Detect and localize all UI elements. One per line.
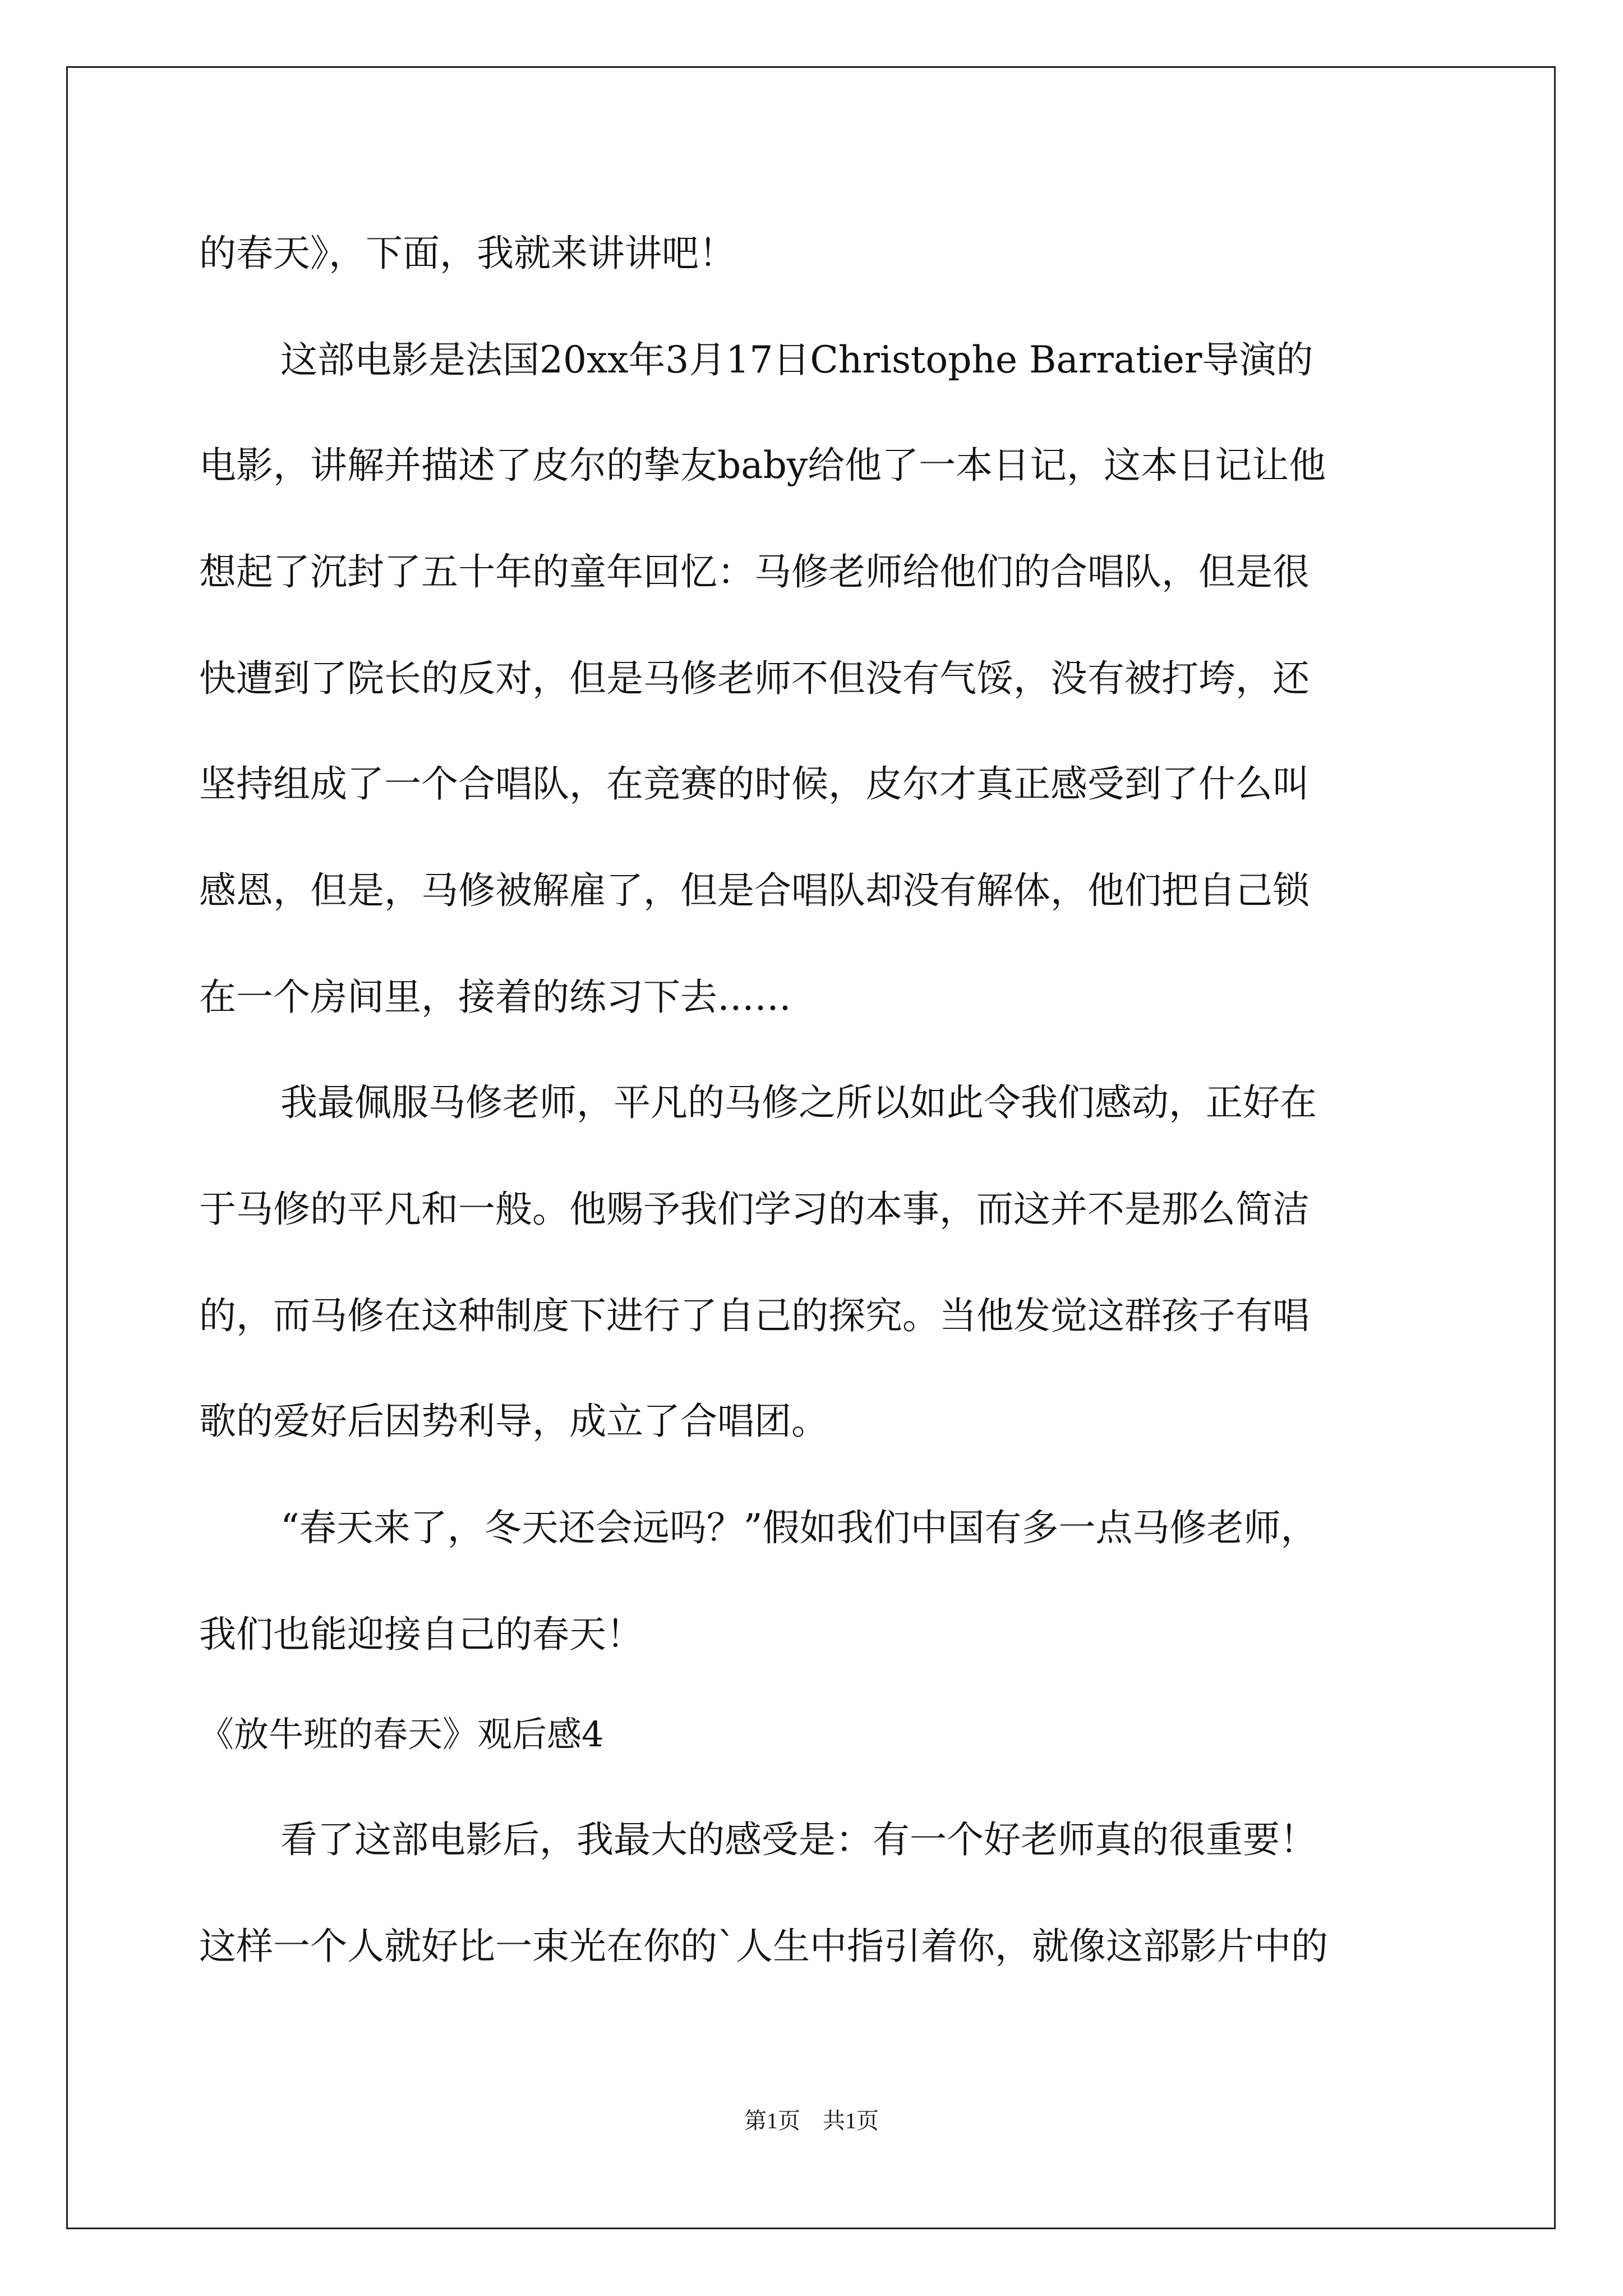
text-line: 于马修的平凡和一般。他赐予我们学习的本事，而这并不是那么简洁	[199, 1188, 1310, 1231]
text-line: 歌的爱好后因势利导，成立了合唱团。	[199, 1400, 828, 1443]
text-line: 坚持组成了一个合唱队，在竞赛的时候，皮尔才真正感受到了什么叫	[199, 762, 1310, 806]
text-line: 我最佩服马修老师，平凡的马修之所以如此令我们感动，正好在	[280, 1081, 1317, 1124]
page-border	[66, 66, 1556, 2229]
text-line: 我们也能迎接自己的春天！	[199, 1613, 643, 1656]
text-line: 这部电影是法国20xx年3月17日Christophe Barratier导演的	[280, 338, 1313, 381]
text-line: 的，而马修在这种制度下进行了自己的探究。当他发觉这群孩子有唱	[199, 1294, 1310, 1337]
text-line: 在一个房间里，接着的练习下去……	[199, 976, 791, 1019]
text-line: 的春天》，下面，我就来讲讲吧！	[199, 232, 736, 275]
text-line: 电影，讲解并描述了皮尔的挚友baby给他了一本日记，这本日记让他	[199, 444, 1326, 487]
section-heading: 《放牛班的春天》观后感4	[199, 1714, 604, 1755]
text-line: “春天来了，冬天还会远吗？”假如我们中国有多一点马修老师，	[280, 1506, 1318, 1549]
text-line: 看了这部电影后，我最大的感受是：有一个好老师真的很重要！	[280, 1818, 1317, 1861]
text-line: 这样一个人就好比一束光在你的`人生中指引着你，就像这部影片中的	[199, 1925, 1328, 1968]
text-line: 感恩，但是，马修被解雇了，但是合唱队却没有解体，他们把自己锁	[199, 869, 1310, 912]
text-line: 想起了沉封了五十年的童年回忆：马修老师给他们的合唱队，但是很	[199, 550, 1310, 593]
page-number-footer: 第1页 共1页	[744, 2108, 879, 2133]
text-line: 快遭到了院长的反对，但是马修老师不但没有气馁，没有被打垮，还	[199, 657, 1310, 700]
